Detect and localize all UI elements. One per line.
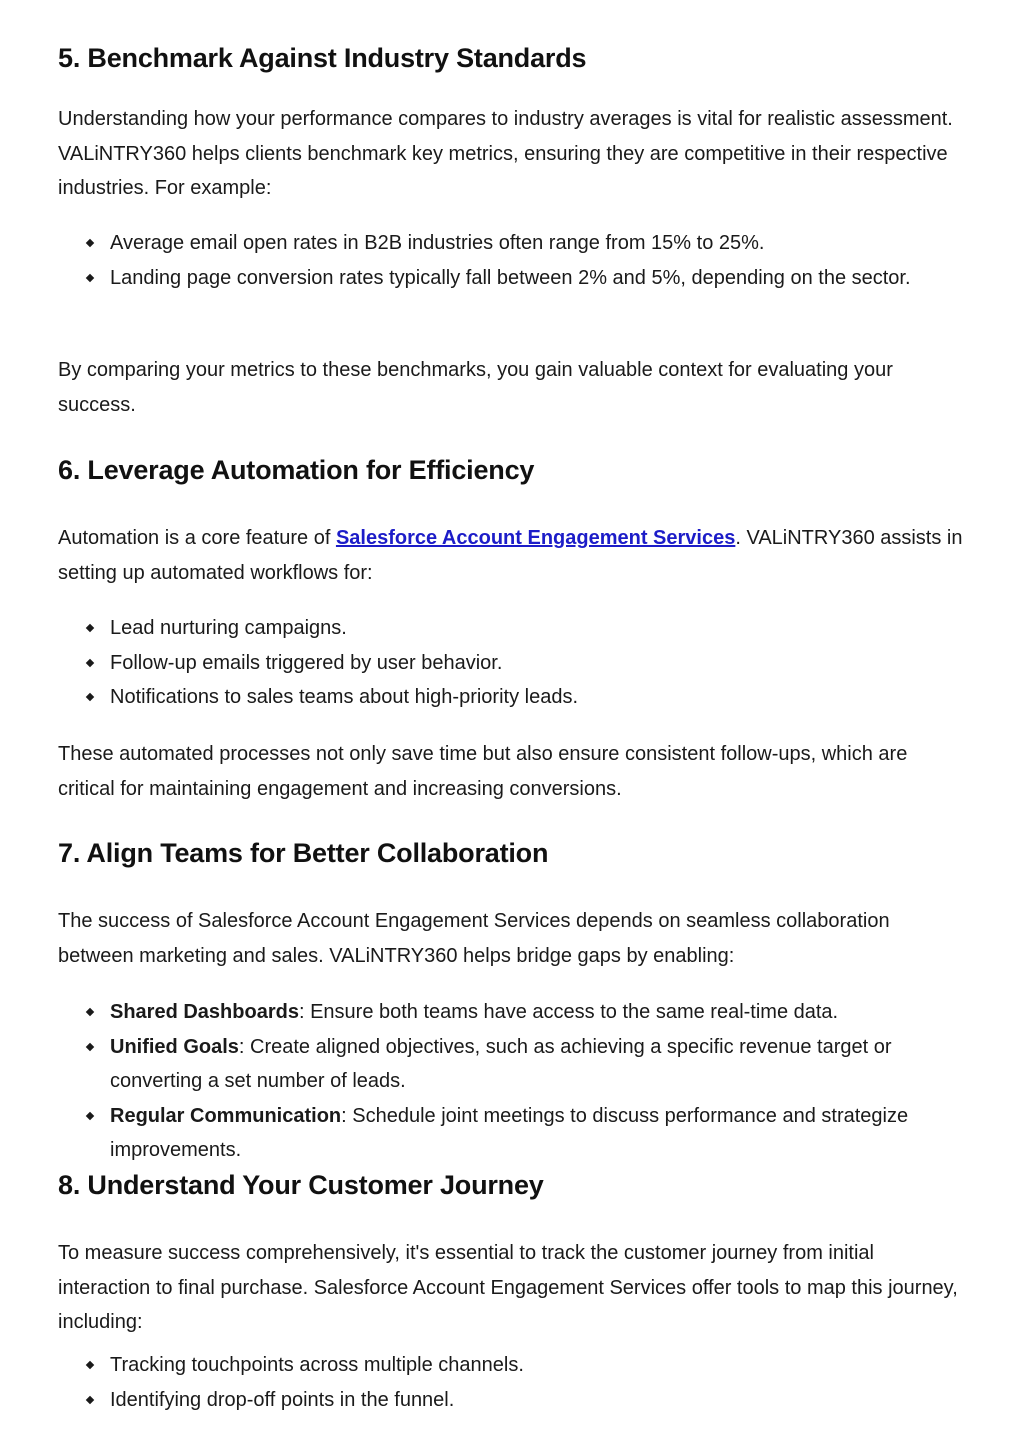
bullet-icon <box>86 1361 94 1369</box>
bullet-icon <box>86 1395 94 1403</box>
section-8-intro: To measure success comprehensively, it's essential to track the customer journey from initial interaction to final purchase. Salesforce Account Engagement Services offer tools to map this journey, including: <box>58 1242 958 1333</box>
section-5-list <box>58 226 918 295</box>
section-6-heading: 6. Leverage Automation for Efficiency <box>58 455 535 485</box>
section-8-list <box>58 1348 918 1417</box>
section-7-heading: 7. Align Teams for Better Collaboration <box>58 838 549 868</box>
section-5-intro: Understanding how your performance compares to industry averages is vital for realistic assessment. VALiNTRY360 helps clients benchmark key metrics, ensuring they are competitive in their respective industries. For example: <box>58 108 953 199</box>
section-6-outro: These automated processes not only save time but also ensure consistent follow-ups, which are critical for maintaining engagement and increasing conversions. <box>58 743 908 800</box>
section-5-outro: By comparing your metrics to these benchmarks, you gain valuable context for evaluating your success. <box>58 359 893 416</box>
section-7-list <box>58 995 918 1168</box>
bullet-icon <box>86 1008 94 1016</box>
salesforce-engagement-link[interactable]: Salesforce Account Engagement Services <box>335 527 736 549</box>
list-item: Unified Goals: Create aligned objectives, such as achieving a specific revenue target or converting a set number of leads. <box>58 1030 918 1099</box>
list-item: Regular Communication: Schedule joint meetings to discuss performance and strategize improvements. <box>58 1099 918 1168</box>
list-item: Notifications to sales teams about high-priority leads. <box>58 680 918 715</box>
bullet-icon <box>86 1042 94 1050</box>
bullet-icon <box>86 273 94 281</box>
list-item: Identifying drop-off points in the funnel. <box>58 1383 918 1418</box>
section-6-intro: Automation is a core feature of Salesforce Account Engagement Services. VALiNTRY360 assists in setting up automated workflows for: <box>58 527 963 584</box>
section-7-intro: The success of Salesforce Account Engagement Services depends on seamless collaboration between marketing and sales. VALiNTRY360 helps bridge gaps by enabling: <box>58 910 890 967</box>
list-item: Average email open rates in B2B industries often range from 15% to 25%. <box>58 226 918 261</box>
section-6-list <box>58 611 918 715</box>
list-item: Follow-up emails triggered by user behavior. <box>58 646 918 681</box>
section-5-heading: 5. Benchmark Against Industry Standards <box>58 43 587 73</box>
list-item: Shared Dashboards: Ensure both teams have access to the same real-time data. <box>58 995 918 1030</box>
bullet-icon <box>86 693 94 701</box>
bullet-icon <box>86 239 94 247</box>
section-8-heading: 8. Understand Your Customer Journey <box>58 1170 544 1200</box>
bullet-icon <box>86 624 94 632</box>
list-item: Lead nurturing campaigns. <box>58 611 918 646</box>
list-item: Landing page conversion rates typically fall between 2% and 5%, depending on the sector. <box>58 261 918 296</box>
bullet-icon <box>86 658 94 666</box>
bullet-icon <box>86 1111 94 1119</box>
list-item: Tracking touchpoints across multiple channels. <box>58 1348 918 1383</box>
